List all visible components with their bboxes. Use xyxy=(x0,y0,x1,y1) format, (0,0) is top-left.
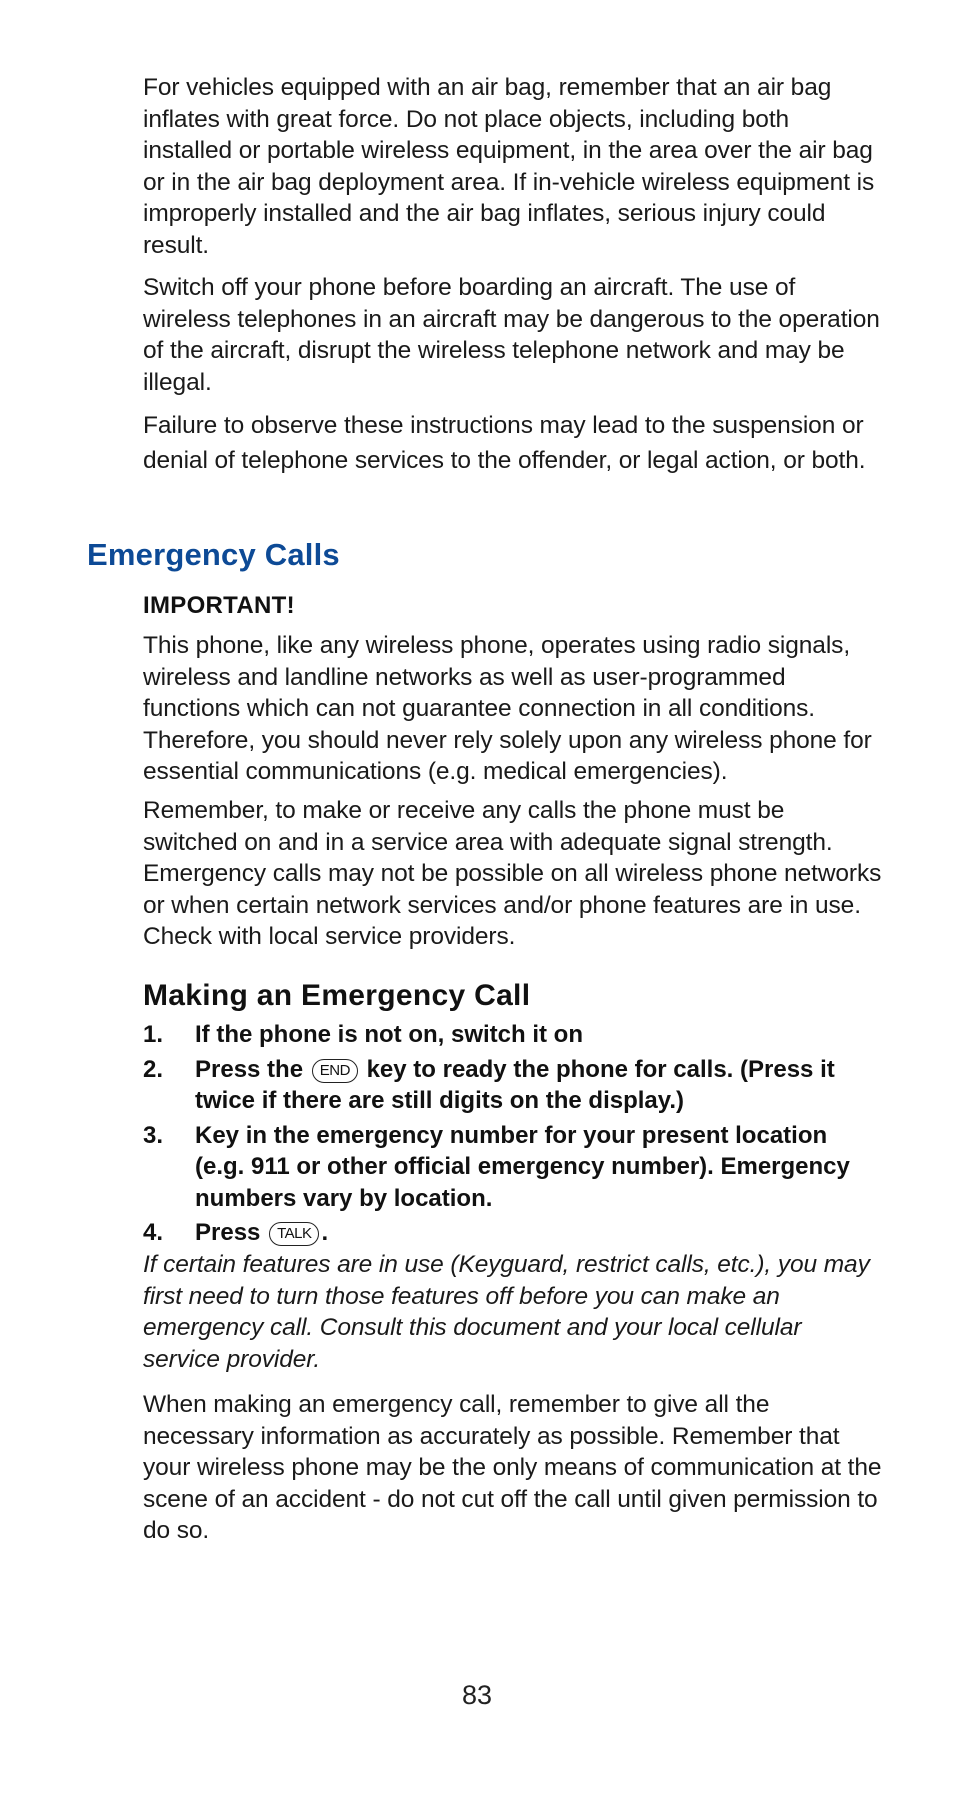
step-number: 1. xyxy=(143,1021,164,1048)
airbag-paragraph: For vehicles equipped with an air bag, remember that an air bag inflates with great force. Do not place objects, including both installed or portable wireless equipment, in the area over the air bag or in the air bag deployment area. If in-vehicle wireless equipment is improperly installed and the air bag inflates, serious injury could result. xyxy=(143,74,875,259)
subsection-title-making-call: Making an Emergency Call xyxy=(143,979,531,1012)
feature-note: If certain features are in use (Keyguard, restrict calls, etc.), you may first need to turn those features off before you can make an emergency call. Consult this document and your local cellular service provider. xyxy=(143,1251,870,1373)
step-number: 2. xyxy=(143,1055,164,1083)
step-text-post: . xyxy=(321,1219,329,1246)
end-key-icon: END xyxy=(312,1059,358,1083)
step-text-pre: Press xyxy=(195,1219,261,1246)
step-text: If the phone is not on, switch it on xyxy=(195,1021,583,1048)
closing-paragraph: When making an emergency call, remember to give all the necessary information as accurately as possible. Remember that your wireless phone may be the only means of communication at the scene of an accident - do not cut off the call until given permission to do so. xyxy=(143,1391,882,1544)
list-item xyxy=(143,1217,883,1249)
step-text: Key in the emergency number for your present location (e.g. 911 or other official emergency number). Emergency numbers vary by location. xyxy=(195,1121,850,1212)
list-item xyxy=(143,1120,883,1215)
step-number: 3. xyxy=(143,1121,164,1149)
failure-paragraph: Failure to observe these instructions may lead to the suspension or denial of telephone services to the offender, or legal action, or both. xyxy=(143,412,866,474)
section-title-emergency-calls: Emergency Calls xyxy=(87,537,340,572)
emergency-steps-list xyxy=(143,1019,883,1252)
step-text-pre: Press the xyxy=(195,1055,304,1083)
step-text-post: key to ready the phone for calls. (Press it twice if there are still digits on the display.) xyxy=(195,1055,835,1114)
talk-key-icon: TALK xyxy=(269,1222,319,1246)
remember-paragraph: Remember, to make or receive any calls the phone must be switched on and in a service area with adequate signal strength. Emergency calls may not be possible on all wireless phone networks or when certain network services and/or phone features are in use. Check with local service providers. xyxy=(143,797,882,950)
step-number: 4. xyxy=(143,1219,164,1246)
list-item xyxy=(143,1019,883,1051)
important-paragraph: This phone, like any wireless phone, operates using radio signals, wireless and landline networks as well as user-programmed functions which can not guarantee connection in all conditions. Therefore, you should never rely solely upon any wireless phone for essential communications (e.g. medical emergencies). xyxy=(143,632,872,785)
aircraft-paragraph: Switch off your phone before boarding an aircraft. The use of wireless telephones in an aircraft may be dangerous to the operation of the aircraft, disrupt the wireless telephone network and may be illegal. xyxy=(143,274,880,396)
page-number: 83 xyxy=(461,1680,493,1710)
list-item xyxy=(143,1054,883,1117)
important-label: IMPORTANT! xyxy=(143,592,295,619)
